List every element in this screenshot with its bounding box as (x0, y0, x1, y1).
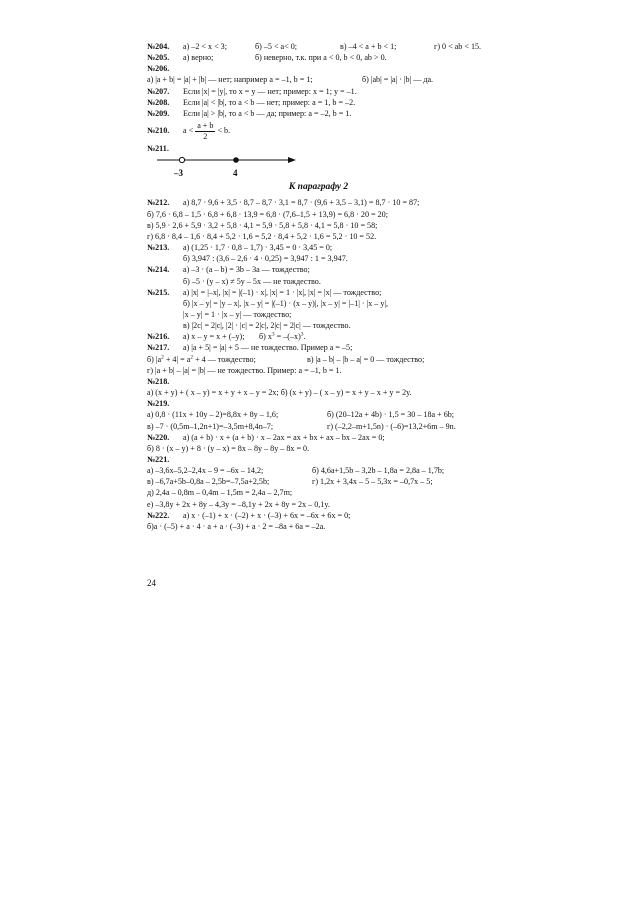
answer-b: б) неверно, т.к. при a < 0, b < 0, ab > 0. (255, 53, 387, 63)
answer-a: а) –2 < x < 3; (183, 42, 227, 51)
problem-211 (147, 143, 490, 154)
answer-b: б)a · (–5) + a · 4 · a + a · (–3) + a · 2 = –8a + 6a = –2a. (147, 521, 326, 531)
exponent: 2 (190, 353, 194, 360)
problem-label: №215. (147, 287, 170, 297)
answer-d: г) |a + b| – |a| = |b| — не тождество. Пример: a = –1, b = 1. (147, 365, 342, 375)
problem-label: №208. (147, 97, 170, 107)
fraction (195, 121, 215, 142)
answer-b (147, 355, 256, 364)
problem-221-ab (147, 465, 490, 476)
answer-d: г) 6,8 · 8,4 – 1,6 · 8,4 + 5,2 · 1,6 = 5,2 · 8,4 + 5,2 · 1,6 = 5,2 · 10 = 52. (147, 231, 377, 241)
answer-e: д) 2,4a – 0,8m – 0,4m – 1,5m = 2,4a – 2,7m; (147, 488, 293, 498)
problem-217-bc (147, 354, 490, 365)
problem-214 (147, 264, 490, 275)
problem-217 (147, 342, 490, 353)
answer-b-part: = –(–x) (274, 332, 301, 342)
problem-label: №205. (147, 53, 170, 63)
problem-label: №214. (147, 265, 170, 275)
closed-point (233, 157, 239, 163)
problem-219-ab (147, 409, 490, 420)
answer-f: е) –3,8y + 2x + 8y – 4,3y = –8,1y + 2x + 8y = 2x – 0,1y. (147, 499, 330, 509)
axis-arrow-icon (288, 157, 296, 163)
problem-label: №218. (147, 376, 170, 386)
problem-label: №216. (147, 332, 170, 342)
problem-label: №212. (147, 198, 170, 208)
answer-text: Если |x| = |y|, то x = y — нет; пример: x = 1; y = –1. (183, 86, 357, 96)
problem-label: №220. (147, 432, 170, 442)
problem-216 (147, 331, 490, 342)
problem-218 (147, 376, 490, 387)
answer-a: а) –3,6x–5,2–2,4x – 9 = –6x – 14,2; (147, 466, 264, 476)
number-line (147, 154, 490, 179)
inequality-right: < b. (217, 126, 231, 136)
answer-text: Если |a| > |b|, то a < b — да; пример: a = –2, b = 1. (183, 108, 352, 118)
answer-a: а) 0,8 · (11x + 10y – 2)=8,8x + 8y – 1,6; (147, 410, 279, 420)
answer-d: г) 1,2x + 3,4x – 5 – 5,3x = –0,7x – 5; (312, 477, 433, 487)
answer-a: а) –3 · (a – b) = 3b – 3a — тождество; (183, 265, 310, 275)
problem-209 (147, 108, 490, 119)
problem-label: №210. (147, 126, 170, 136)
answer-b-part: + 4 — тождество; (193, 354, 256, 364)
fraction-denominator: 2 (203, 131, 208, 141)
page-content (147, 41, 490, 532)
problem-210 (147, 119, 490, 143)
exponent: 2 (161, 353, 164, 360)
answer-b: б) 8 · (x – y) + 8 · (y – x) = 8x – 8y – 8y – 8x = 0. (147, 443, 310, 453)
answer-b: б) |x – y| = |y – x|, |x – y| = |(–1) · (x – y)|, |x – y| = |–1| · |x – y|, (183, 298, 389, 308)
number-line-graphic (147, 154, 297, 168)
answer-c: в) 5,9 · 2,6 + 5,9 · 3,2 + 5,8 · 4,1 = 5,9 · 5,8 + 5,8 · 4,1 = 5,8 · 10 = 58; (147, 220, 378, 230)
page-number: 24 (147, 578, 156, 588)
fraction-numerator: a + b (197, 120, 214, 130)
answer-d: г) (–2,2–m+1,5n) · (–6)=13,2+6m – 9n. (327, 421, 456, 431)
problem-208 (147, 97, 490, 108)
answer-c: в) |2c| = 2|c|, |2| · |c| = 2|c|, 2|c| = 2|c| — тождество. (183, 321, 351, 331)
answer-a: а) x · (–1) + x · (–2) + x · (–3) + 6x = –6x + 6x = 0; (183, 510, 351, 520)
open-point (179, 158, 184, 163)
answer-a: а) x – y = x + (–y); (183, 332, 245, 342)
section-heading: К параграфу 2 (288, 182, 349, 193)
problem-219 (147, 398, 490, 409)
answer-a: а) |a + 5| = |a| + 5 — не тождество. Пример a = –5; (183, 343, 353, 353)
answer-b-part: б) |a (147, 354, 162, 364)
answer-b: б) –5 · (y – x) ≠ 5y – 5x — не тождество. (183, 276, 321, 286)
answer-b: б) 3,947 : (3,6 – 2,6 · 4 · 0,25) = 3,947 : 1 = 3,947. (183, 254, 348, 264)
problem-206 (147, 63, 490, 74)
answer-b: б) (20–12a + 4b) · 1,5 = 30 – 18a + 6b; (327, 410, 455, 420)
answer-a: а) 8,7 · 9,6 + 3,5 · 8,7 – 8,7 · 3,1 = 8,7 · (9,6 + 3,5 – 3,1) = 8,7 · 10 = 87; (183, 198, 420, 208)
problem-207 (147, 86, 490, 97)
answer-c: в) |a – b| – |b – a| = 0 — тождество; (307, 354, 425, 364)
problem-213 (147, 242, 490, 253)
answer-a: а) |a + b| = |a| + |b| — нет; например a = –1, b = 1; (147, 75, 313, 85)
answer-a: а) верно; (183, 53, 214, 63)
answer-b: б) |ab| = |a| · |b| — да. (362, 75, 434, 85)
exponent: 3 (300, 331, 304, 338)
problem-label: №204. (147, 42, 170, 51)
tick-label-left: –3 (174, 168, 183, 179)
answer-b: б) 4,6a+1,5b – 3,2b – 1,8a = 2,8a – 1,7b; (312, 466, 445, 476)
problem-label: №219. (147, 399, 170, 409)
problem-label: №222. (147, 510, 170, 520)
exponent: 3 (271, 331, 275, 338)
problem-label: №206. (147, 64, 170, 74)
problem-label: №209. (147, 108, 170, 118)
answer-c: в) –4 < a + b < 1; (340, 42, 397, 51)
problem-221 (147, 454, 490, 465)
answer-b-part: . (303, 332, 306, 342)
answer-b-cont: |x – y| = 1 · |x – y| — тождество; (183, 309, 292, 319)
answer-a: а) (a + b) · x + (a + b) · x – 2ax = ax + bx + ax – bx – 2ax = 0; (183, 432, 385, 442)
problem-212 (147, 197, 490, 208)
answer-text: а) (x + y) + ( x – y) = x + y + x – y = 2x; б) (x + y) – ( x – y) = x + y – x + y = 2y. (147, 388, 412, 398)
inequality-left: a < (183, 126, 194, 136)
answer-b: б) –5 < a< 0; (255, 42, 298, 51)
problem-label: №213. (147, 243, 170, 253)
answer-a: а) (1,25 · 1,7 · 0,8 – 1,7) · 3,45 = 0 · 3,45 = 0; (183, 243, 333, 253)
problem-215 (147, 287, 490, 298)
problem-204 (147, 41, 490, 52)
answer-b-part: + 4| = a (163, 354, 191, 364)
answer-b (259, 331, 306, 342)
fraction-inequality (183, 119, 230, 143)
answer-a: а) |x| = |–x|, |x| = |(–1) · x|, |x| = 1 · |x|, |x| = |x| — тождество; (183, 287, 382, 297)
answer-b-part: б) x (259, 332, 272, 342)
tick-label-right: 4 (233, 168, 238, 179)
problem-label: №211. (147, 144, 169, 154)
problem-label: №221. (147, 455, 170, 464)
problem-221-cd (147, 476, 490, 487)
answer-c: в) –6,7a+5b–0,8a – 2,5b=–7,5a+2,5b; (147, 477, 270, 487)
problem-205 (147, 52, 490, 63)
problem-222 (147, 510, 490, 521)
answer-b: б) 7,6 · 6,8 – 1,5 · 6,8 + 6,8 · 13,9 = 6,8 · (7,6–1,5 + 13,9) = 6,8 · 20 = 20; (147, 209, 388, 219)
problem-label: №207. (147, 86, 170, 96)
problem-220 (147, 432, 490, 443)
problem-label: №217. (147, 343, 170, 353)
answer-d: г) 0 < ab < 15. (434, 42, 482, 51)
answer-text: Если |a| < |b|, то a < b — нет; пример: a = 1, b = –2. (183, 97, 356, 107)
answer-c: в) –7 · (0,5m–1,2n+1)=–3,5m+8,4n–7; (147, 421, 274, 431)
problem-219-cd (147, 421, 490, 432)
problem-206-answers (147, 74, 490, 85)
